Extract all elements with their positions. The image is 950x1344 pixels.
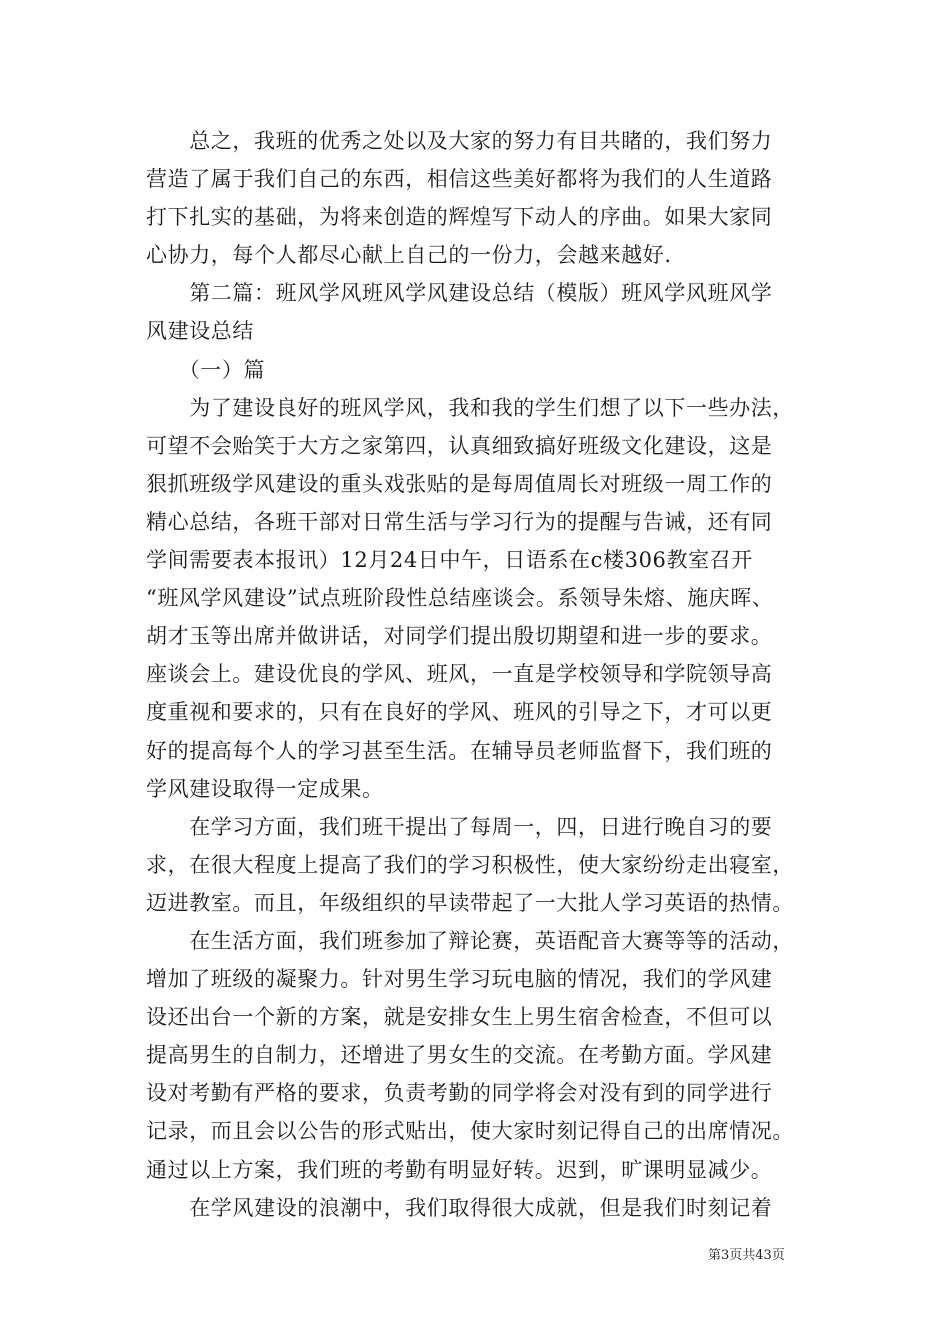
text-line: 增加了班级的凝聚力。针对男生学习玩电脑的情况，我们的学风建 bbox=[146, 967, 773, 992]
text-line: 设还出台一个新的方案，就是安排女生上男生宿舍检查，不但可以 bbox=[146, 1005, 773, 1030]
text-line: 度重视和要求的，只有在良好的学风、班风的引导之下，才可以更 bbox=[146, 700, 773, 725]
text-line: 好的提高每个人的学习甚至生活。在辅导员老师监督下，我们班的 bbox=[146, 738, 773, 763]
text-line: 狠抓班级学风建设的重头戏张贴的是每周值周长对班级一周工作的 bbox=[146, 471, 773, 496]
text-line: 营造了属于我们自己的东西，相信这些美好都将为我们的人生道路 bbox=[146, 167, 773, 192]
section-heading-line: 第二篇：班风学风班风学风建设总结（模版）班风学风班风学 bbox=[146, 281, 773, 306]
text-line: 心协力，每个人都尽心献上自己的一份力，会越来越好. bbox=[146, 243, 672, 268]
text-line: 总之，我班的优秀之处以及大家的努力有目共睹的，我们努力 bbox=[146, 129, 773, 153]
document-body bbox=[146, 122, 818, 1227]
text-line: 通过以上方案，我们班的考勤有明显好转。迟到，旷课明显减少。 bbox=[146, 1157, 773, 1182]
text-line: 记录，而且会以公告的形式贴出，使大家时刻记得自己的出席情况。 bbox=[146, 1119, 794, 1144]
text-line: 精心总结，各班干部对日常生活与学习行为的提醒与告诫，还有同 bbox=[146, 509, 773, 534]
text-line: 在生活方面，我们班参加了辩论赛，英语配音大赛等等的活动， bbox=[146, 928, 794, 953]
text-line: 座谈会上。建设优良的学风、班风，一直是学校领导和学院领导高 bbox=[146, 662, 773, 687]
text-line: 胡才玉等出席并做讲话，对同学们提出殷切期望和进一步的要求。 bbox=[146, 624, 773, 649]
section-heading-line: 风建设总结 bbox=[146, 319, 254, 344]
text-line: 在学风建设的浪潮中，我们取得很大成就，但是我们时刻记着 bbox=[146, 1195, 773, 1220]
subsection-heading: （一）篇 bbox=[146, 357, 266, 382]
text-line: 在学习方面，我们班干提出了每周一，四，日进行晚自习的要 bbox=[146, 814, 773, 839]
text-line: 求，在很大程度上提高了我们的学习积极性，使大家纷纷走出寝室， bbox=[146, 852, 794, 877]
text-line: 迈进教室。而且，年级组织的早读带起了一大批人学习英语的热情。 bbox=[146, 890, 794, 915]
text-line: 为了建设良好的班风学风，我和我的学生们想了以下一些办法， bbox=[146, 395, 794, 420]
text-line: 可望不会贻笑于大方之家第四，认真细致搞好班级文化建设，这是 bbox=[146, 433, 773, 458]
text-line: “班风学风建设”试点班阶段性总结座谈会。系领导朱熔、施庆晖、 bbox=[146, 586, 774, 611]
page-number: 第3页共43页 bbox=[708, 1248, 785, 1263]
text-line: 打下扎实的基础，为将来创造的辉煌写下动人的序曲。如果大家同 bbox=[146, 205, 773, 230]
text-line: 学风建设取得一定成果。 bbox=[146, 776, 384, 801]
text-line: 学间需要表本报讯）12月24日中午，日语系在c楼306教室召开 bbox=[146, 548, 753, 573]
text-line: 提高男生的自制力，还增进了男女生的交流。在考勤方面。学风建 bbox=[146, 1043, 773, 1068]
text-line: 设对考勤有严格的要求，负责考勤的同学将会对没有到的同学进行 bbox=[146, 1081, 773, 1106]
